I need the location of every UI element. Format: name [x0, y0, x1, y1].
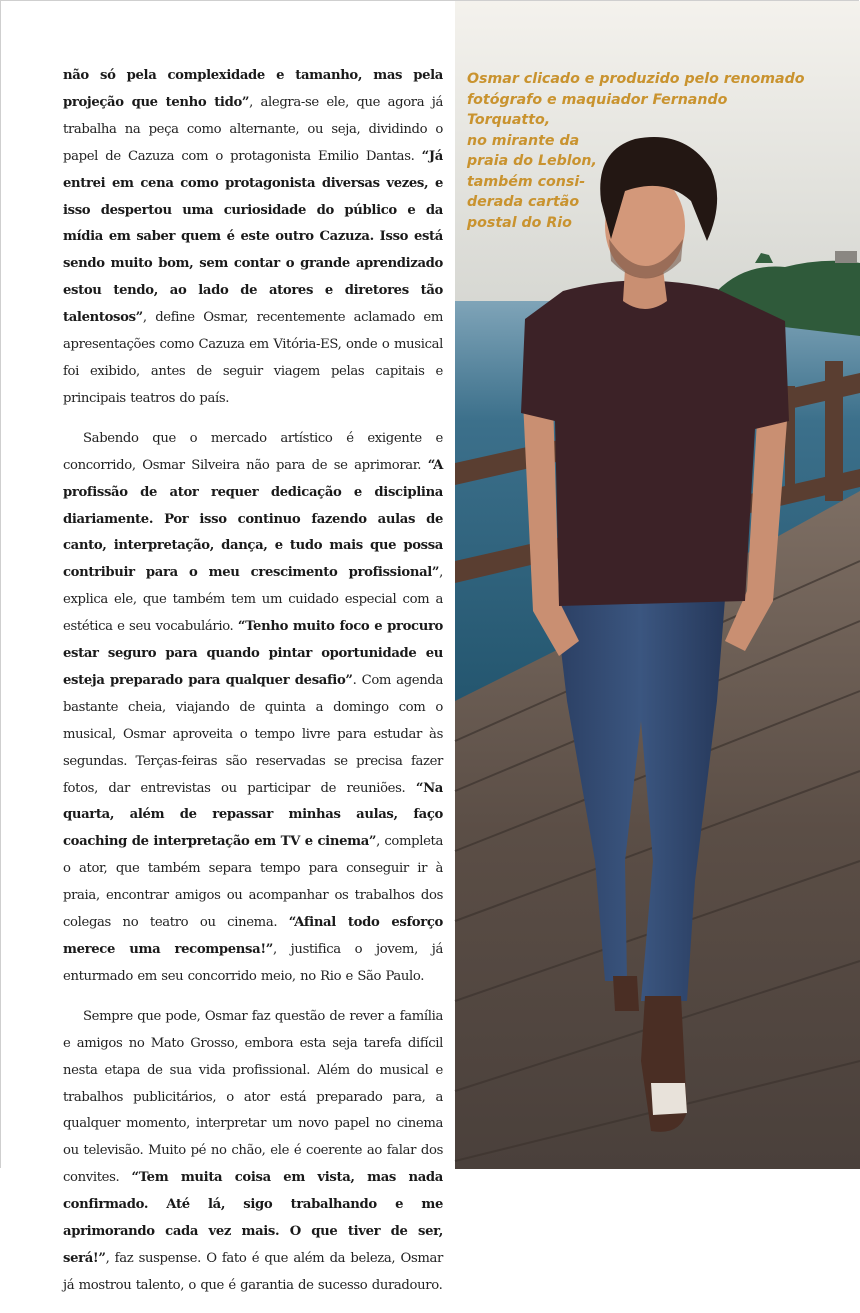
caption-line: fotógrafo e maquiador Fernando Torquatto, — [467, 91, 728, 128]
caption-line: Osmar clicado e produzido pelo renomado — [467, 71, 805, 87]
paragraph-1 — [63, 63, 443, 413]
text-run: , faz suspense. O fato é que além da beleza, Osmar já mostrou talento, o que é garantia de sucesso duradouro. — [63, 1250, 443, 1293]
caption-line: praia do Leblon, — [467, 153, 597, 169]
quote-run: “Afinal todo esforço merece uma recompensa!” — [63, 915, 443, 957]
text-run: Sempre que pode, Osmar faz questão de rever a família e amigos no Mato Grosso, embora esta seja tarefa difícil nesta etapa de sua vida profissional. Além do musical e trabalhos publicitários, o ator está preparado para, a qualquer momento, interpretar um novo papel no cinema ou televisão. Muito pé no chão, ele é coerente ao falar dos convites. — [63, 1008, 443, 1186]
quote-run: “Já entrei em cena como protagonista diversas vezes, e isso despertou uma curiosidade do público e da mídia em saber quem é este outro Cazuza. Isso está sendo muito bom, sem contar o grande aprendizado estou tendo, ao lado de atores e diretores tão talentosos” — [63, 148, 443, 326]
text-run: , justifica o jovem, já enturmado em seu concorrido meio, no Rio e São Paulo. — [63, 942, 444, 984]
caption-line: postal do Rio — [467, 214, 572, 231]
photo-caption — [467, 69, 807, 233]
quote-run: “A profissão de ator requer dedicação e disciplina diariamente. Por isso continuo fazendo aulas de canto, interpretação, dança, e tudo mais que possa contribuir para o meu crescimento profissional” — [63, 457, 443, 581]
caption-line: no mirante da — [467, 132, 580, 149]
quote-run: “Tenho muito foco e procuro estar seguro para quando pintar oportunidade eu esteja preparado para qualquer desafio” — [63, 619, 443, 688]
boardwalk-photo — [455, 1, 860, 1169]
quote-run: não só pela complexidade e tamanho, mas pela projeção que tenho tido” — [63, 68, 443, 110]
paragraph-2 — [63, 426, 443, 991]
text-run: , alegra-se ele, que agora já trabalha na peça como alternante, ou seja, dividindo o papel de Cazuza com o protagonista Emilio Dantas. — [63, 94, 443, 164]
paragraph-3 — [63, 1004, 443, 1300]
caption-line: também consi- — [467, 173, 586, 190]
quote-run: “Tem muita coisa em vista, mas nada confirmado. Até lá, sigo trabalhando e me aprimorando cada vez mais. O que tiver de ser, será!” — [63, 1170, 443, 1266]
caption-line: derada cartão — [467, 194, 580, 210]
text-run: , explica ele, que também tem um cuidado especial com a estética e seu vocabulário. — [63, 565, 443, 635]
text-run: . Com agenda bastante cheia, viajando de quinta a domingo com o musical, Osmar aproveita o tempo livre para estudar às segundas. Terças-feiras são reservadas se precisa fazer fotos, dar entrevistas ou participar de reuniões. — [63, 672, 443, 796]
text-run: , define Osmar, recentemente aclamado em apresentações como Cazuza em Vitória-ES, onde o musical foi exibido, antes de seguir viagem pelas capitais e principais teatros do país. — [63, 310, 443, 406]
text-run: , completa o ator, que também separa tempo para conseguir ir à praia, encontrar amigos ou acompanhar os trabalhos dos colegas no teatro ou cinema. — [63, 834, 444, 931]
article-body — [63, 63, 443, 1313]
quote-run: “Na quarta, além de repassar minhas aulas, faço coaching de interpretação em TV e cinema” — [63, 780, 443, 850]
text-run: Sabendo que o mercado artístico é exigente e concorrido, Osmar Silveira não para de se aprimorar. — [63, 430, 443, 473]
